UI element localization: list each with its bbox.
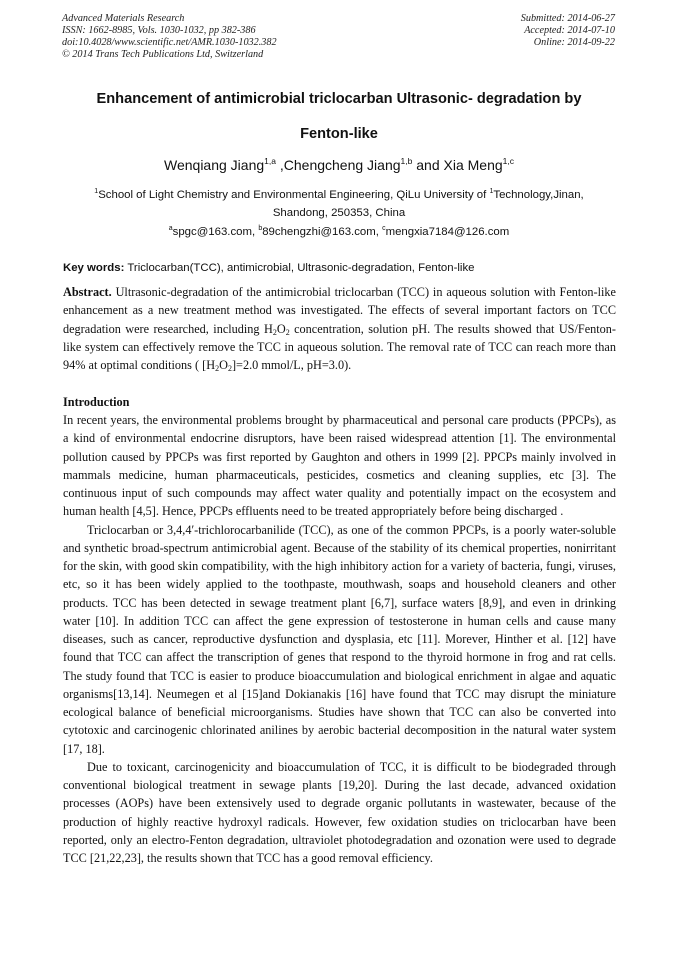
author-list	[40, 157, 638, 173]
keywords-text: Triclocarban(TCC), antimicrobial, Ultrasonic-degradation, Fenton-like	[124, 262, 475, 274]
date-submitted: Submitted: 2014-06-27	[520, 13, 615, 24]
journal-copyright: © 2014 Trans Tech Publications Ltd, Switzerland	[62, 49, 264, 60]
subscript: 2	[215, 364, 220, 373]
intro-paragraph: In recent years, the environmental problems brought by pharmaceutical and personal care products (PPCPs), as a kind of environmental endocrine disruptors, have been raised widespread attention [1]. The environmental pollution caused by PPCPs was first reported by Gaughton and others in 1999 [2]. PPCPs mainly involved in mammals medicine, human pharmaceuticals, pesticides, cosmetics and cleaning supplies, etc [3]. The continuous input of such compounds may affect water quality and potentially impact on the ecosystem and human health [4,5]. Hence, PPCPs effluents need to be treated appropriately before being discharged .	[63, 413, 616, 519]
introduction-body	[63, 411, 616, 867]
keywords-label: Key words:	[63, 262, 125, 274]
submission-dates	[521, 13, 615, 49]
email-address: mengxia7184@126.com	[385, 226, 510, 238]
author-affiliation-mark: 1,a	[264, 156, 276, 166]
author-affiliation-mark: 1,c	[502, 156, 514, 166]
intro-paragraph: Triclocarban or 3,4,4′-trichlorocarbanilide (TCC), as one of the common PPCPs, is a poorly water-soluble and synthetic broad-spectrum antimicrobial agent. Because of the stability of its chemical properties, nonirritant for the skin, with good skin compatibility, with the high inhibitory action for a variety of bacteria, fungi, viruses, etc, so it has been widely applied to the toothpaste, mouthwash, soaps and household cleaners and other products. TCC has been detected in sewage treatment plant [6,7], surface waters [8,9], and even in drinking water [10]. In addition TCC can affect the gene expression of testosterone in human cells and cause many diseases, such as cancer, reproductive dysfunction and dysplasia, etc [11]. Morever, Hinther et al. [12] have found that TCC can affect the transcription of genes that respond to the thyroid hormone in frog and rat cells. The study found that TCC is easier to produce bioaccumulation and biological enrichment in algae and aquatic organisms[13,14]. Neumegen et al [15]and Dokianakis [16] have found that TCC may disrupt the miniature ecological balance of beneficial microorganisms. Studies have shown that TCC can also be converted into cytotoxic and carcinogenic chlorinated anilines by aerobic bacterial decomposition in the natural water system [17, 18].	[63, 522, 616, 756]
intro-paragraph: Due to toxicant, carcinogenicity and bioaccumulation of TCC, it is difficult to be biodegraded through conventional biological treatment in sewage plants [19,20]. During the last decade, advanced oxidation processes (AOPs) have been extensively used to degrade organic pollutants in wastewater, because of the production of highly reactive hydroxyl radicals. However, few oxidation studies on triclocarban have been reported, only an electro-Fenton degradation, ultraviolet photodegradation and ozonation were used to degrade TCC [21,22,23], the results shown that TCC has a good removal efficiency.	[63, 759, 616, 865]
author-name: and Xia Meng	[412, 157, 503, 173]
author-affiliation-mark: 1,b	[400, 156, 413, 166]
author-name: Wenqiang Jiang	[164, 157, 265, 173]
section-heading-introduction: Introduction	[63, 395, 130, 409]
abstract	[63, 283, 616, 374]
email-address: 89chengzhi@163.com,	[262, 226, 383, 238]
email-mark: a	[168, 225, 173, 232]
author-name: ,Chengcheng Jiang	[275, 157, 401, 173]
affiliation-mark: 1	[94, 188, 99, 195]
keywords	[63, 262, 474, 274]
subscript: 2	[285, 327, 290, 337]
abstract-paragraph	[63, 283, 616, 374]
date-online: Online: 2014-09-22	[533, 37, 615, 48]
abstract-label: Abstract.	[63, 285, 112, 299]
affiliation-line-1	[40, 189, 638, 201]
abstract-text: Ultrasonic-degradation of the antimicrobial triclocarban (TCC) in aqueous solution with Fenton-like enhancement as a new treatment method was investigated. The effects of several important factors on TCC degradation were researched, including H	[63, 285, 616, 336]
journal-issn: ISSN: 1662-8985, Vols. 1030-1032, pp 382-386	[62, 25, 256, 36]
journal-doi: doi:10.4028/www.scientific.net/AMR.1030-1032.382	[62, 37, 277, 48]
abstract-text: ]=2.0 mmol/L, pH=3.0).	[231, 358, 352, 372]
paper-title-line-2: Fenton-like	[300, 126, 378, 142]
subscript: 2	[227, 364, 232, 373]
affiliation-text: Technology,Jinan,	[493, 189, 584, 201]
abstract-text: concentration, solution pH. The results showed that US/Fenton-like system can effectively remove the TCC in aqueous solution. The removal rate of TCC can reach more than 94% at optimal conditions ( [H	[63, 321, 616, 372]
journal-name: Advanced Materials Research	[62, 13, 185, 24]
email-mark: b	[258, 225, 263, 232]
email-mark: c	[382, 225, 386, 232]
affiliation-text: School of Light Chemistry and Environmental Engineering, QiLu University of	[98, 189, 490, 201]
abstract-text: O	[219, 358, 228, 372]
author-emails	[40, 226, 638, 238]
journal-info	[62, 13, 277, 61]
paper-title-line-1: Enhancement of antimicrobial triclocarban Ultrasonic- degradation by	[96, 91, 582, 107]
date-accepted: Accepted: 2014-07-10	[524, 25, 615, 36]
abstract-text: O	[276, 321, 286, 336]
affiliation-mark: 1	[489, 188, 494, 195]
affiliation-line-2: Shandong, 250353, China	[272, 207, 406, 219]
email-address: spgc@163.com,	[172, 226, 259, 238]
subscript: 2	[272, 327, 277, 337]
